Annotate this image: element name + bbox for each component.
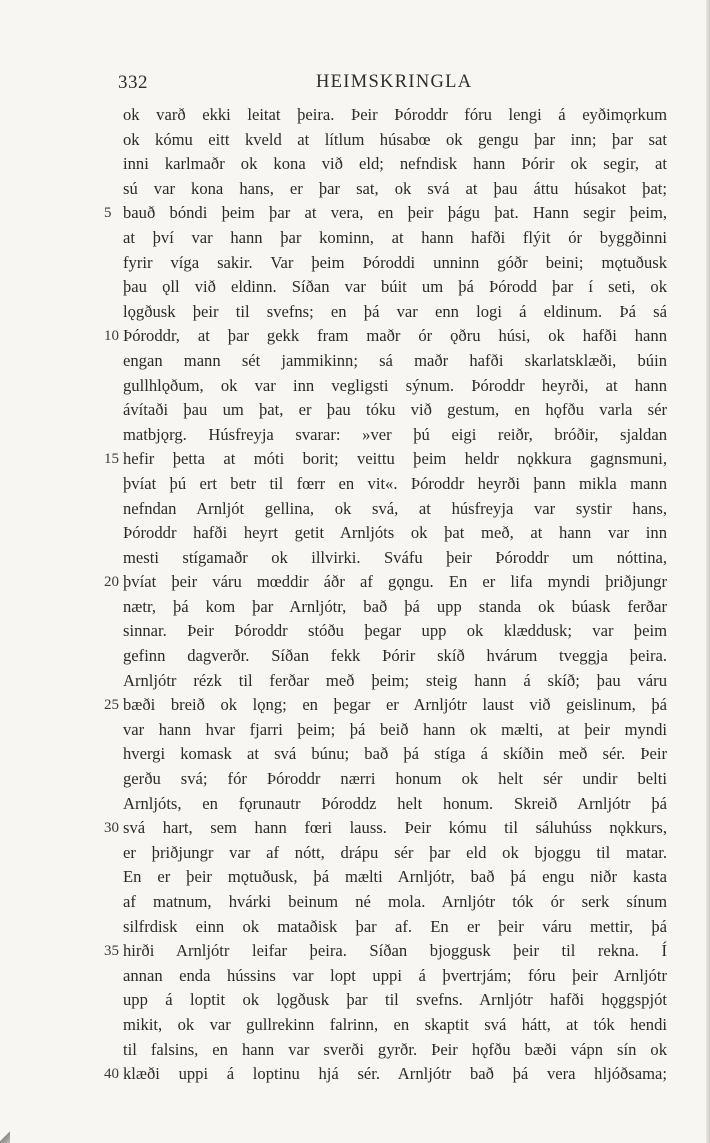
line-text: mikit, ok var gullrekinn falrinn, en skaptit svá hátt, at tók hendi bbox=[123, 1014, 667, 1034]
text-line bbox=[123, 890, 667, 915]
line-text: gefinn dagverðr. Síðan fekk Þórir skíð hvárum tveggja þeira. bbox=[123, 646, 667, 666]
line-text: hvergi komask at svá búnu; bað þá stíga á skíðin með sér. Þeir bbox=[123, 744, 667, 764]
running-header bbox=[118, 70, 667, 100]
line-text: nætr, þá kom þar Arnljótr, bað þá upp standa ok búask ferðar bbox=[123, 596, 667, 616]
line-number: 15 bbox=[104, 451, 119, 468]
text-line bbox=[104, 447, 667, 472]
line-text: til falsins, en hann var sverði gyrðr. Þeir hǫfðu bæði vápn sín ok bbox=[123, 1039, 667, 1059]
line-text: Þóroddr, at þar gekk fram maðr ór ǫðru húsi, ok hafði hann bbox=[123, 326, 667, 346]
line-number: 25 bbox=[104, 697, 119, 714]
line-text: nefndan Arnljót gellina, ok svá, at húsfreyja var systir hans, bbox=[123, 498, 667, 518]
text-line bbox=[123, 128, 667, 153]
line-text: Þóroddr hafði heyrt getit Arnljóts ok þat með, at hann var inn bbox=[123, 523, 667, 543]
text-line bbox=[123, 423, 667, 448]
line-text: ok varð ekki leitat þeira. Þeir Þóroddr fóru lengi á eyðimǫrkum bbox=[123, 105, 667, 124]
text-line bbox=[123, 300, 667, 325]
text-line bbox=[104, 201, 667, 226]
line-text: klæði uppi á loptinu hjá sér. Arnljótr bað þá vera hljóðsama; bbox=[123, 1064, 667, 1084]
line-text: mesti stígamaðr ok illvirki. Sváfu þeir Þóroddr um nóttina, bbox=[123, 547, 667, 567]
text-line bbox=[123, 988, 667, 1013]
text-line bbox=[123, 595, 667, 620]
line-number: 40 bbox=[104, 1066, 119, 1083]
text-line bbox=[123, 742, 667, 767]
text-line bbox=[123, 152, 667, 177]
text-line bbox=[123, 398, 667, 423]
line-text: Arnljótr rézk til ferðar með þeim; steig hann á skíð; þau váru bbox=[123, 670, 667, 690]
line-text: gerðu svá; fór Þóroddr nærri honum ok helt sér undir belti bbox=[123, 769, 667, 789]
line-text: at því var hann þar kominn, at hann hafði flýit ór byggðinni bbox=[123, 227, 667, 247]
text-line bbox=[123, 472, 667, 497]
line-text: Arnljóts, en fǫrunautr Þóroddz helt honum. Skreið Arnljótr þá bbox=[123, 793, 667, 813]
text-line bbox=[123, 226, 667, 251]
text-line bbox=[123, 103, 667, 128]
text-line bbox=[104, 816, 667, 841]
text-line bbox=[123, 964, 667, 989]
line-number: 20 bbox=[104, 574, 119, 591]
text-line bbox=[123, 865, 667, 890]
text-line bbox=[123, 349, 667, 374]
text-line bbox=[123, 718, 667, 743]
text-line bbox=[104, 939, 667, 964]
text-line bbox=[123, 792, 667, 817]
text-line bbox=[123, 521, 667, 546]
line-text: hirði Arnljótr leifar þeira. Síðan bjoggusk þeir til rekna. Í bbox=[123, 941, 667, 961]
page-number: 332 bbox=[118, 72, 148, 93]
text-line bbox=[123, 275, 667, 300]
text-line bbox=[104, 324, 667, 349]
line-text: ok kómu eitt kveld at lítlum húsabœ ok gengu þar inn; þar sat bbox=[123, 129, 667, 149]
text-line bbox=[123, 251, 667, 276]
line-text: ávítaði þau um þat, er þau tóku við gestum, en hǫfðu varla sér bbox=[123, 400, 667, 420]
line-text: sú var kona hans, er þar sat, ok svá at þau áttu húsakot þat; bbox=[123, 178, 667, 198]
line-text: sinnar. Þeir Þóroddr stóðu þegar upp ok klæddusk; var þeim bbox=[123, 621, 667, 641]
line-text: lǫgðusk þeir til svefns; en þá var enn logi á eldinum. Þá sá bbox=[123, 301, 667, 321]
line-number: 5 bbox=[104, 205, 112, 222]
line-text: var hann hvar fjarri þeim; þá beið hann ok mælti, at þeir myndi bbox=[123, 719, 667, 739]
line-text: annan enda hússins var lopt uppi á þvertrjám; fóru þeir Arnljótr bbox=[123, 965, 667, 985]
text-line bbox=[123, 915, 667, 940]
text-line bbox=[104, 570, 667, 595]
running-title: HEIMSKRINGLA bbox=[316, 72, 473, 92]
line-number: 10 bbox=[104, 328, 119, 345]
line-text: silfrdisk einn ok mataðisk þar af. En er þeir váru mettir, þá bbox=[123, 916, 667, 936]
line-text: bauð bóndi þeim þar at vera, en þeir þágu þat. Hann segir þeim, bbox=[123, 203, 667, 223]
page-corner-fold bbox=[0, 1129, 10, 1143]
line-text: þvíat þeir váru mœddir áðr af gǫngu. En er lifa myndi þriðjungr bbox=[123, 572, 667, 592]
line-text: inni karlmaðr ok kona við eld; nefndisk hann Þórir ok segir, at bbox=[123, 154, 667, 174]
line-number: 35 bbox=[104, 943, 119, 960]
line-text: svá hart, sem hann fœri lauss. Þeir kómu til sáluhúss nǫkkurs, bbox=[123, 818, 667, 838]
line-text: af matnum, hvárki beinum né mola. Arnljótr tók ór serk sínum bbox=[123, 892, 667, 911]
text-line bbox=[123, 767, 667, 792]
line-text: gullhlǫðum, ok var inn vegligsti sýnum. Þóroddr heyrði, at hann bbox=[123, 375, 667, 395]
line-text: þvíat þú ert betr til fœrr en vit«. Þóroddr heyrði þann mikla mann bbox=[123, 473, 667, 493]
text-line bbox=[104, 1062, 667, 1087]
line-text: er þriðjungr var af nótt, drápu sér þar eld ok bjoggu til matar. bbox=[123, 842, 667, 862]
text-line bbox=[123, 644, 667, 669]
text-line bbox=[123, 1038, 667, 1063]
page-edge-shadow bbox=[706, 0, 710, 1143]
text-line bbox=[123, 546, 667, 571]
text-line bbox=[123, 497, 667, 522]
line-text: bæði breið ok lǫng; en þegar er Arnljótr laust við geislinum, þá bbox=[123, 695, 667, 715]
text-line bbox=[123, 619, 667, 644]
line-text: upp á loptit ok lǫgðusk þar til svefns. Arnljótr hafði hǫggspjót bbox=[123, 990, 667, 1010]
text-line bbox=[123, 669, 667, 694]
text-line bbox=[123, 841, 667, 866]
body-text bbox=[104, 103, 667, 1087]
line-text: engan mann sét jammikinn; sá maðr hafði skarlatsklæði, búin bbox=[123, 350, 667, 370]
line-text: hefir þetta at móti borit; veittu þeim heldr nǫkkura gagnsmuni, bbox=[123, 449, 667, 469]
line-text: fyrir víga sakir. Var þeim Þóroddi unninn góðr beini; mǫtuðusk bbox=[123, 252, 667, 272]
text-line bbox=[123, 1013, 667, 1038]
text-line bbox=[104, 693, 667, 718]
text-line bbox=[123, 374, 667, 399]
text-line bbox=[123, 177, 667, 202]
line-text: þau ǫll við eldinn. Síðan var búit um þá Þórodd þar í seti, ok bbox=[123, 277, 667, 297]
line-number: 30 bbox=[104, 820, 119, 837]
line-text: En er þeir mǫtuðusk, þá mælti Arnljótr, bað þá engu niðr kasta bbox=[123, 867, 667, 887]
line-text: matbjǫrg. Húsfreyja svarar: »ver þú eigi reiðr, bróðir, sjaldan bbox=[123, 424, 667, 444]
